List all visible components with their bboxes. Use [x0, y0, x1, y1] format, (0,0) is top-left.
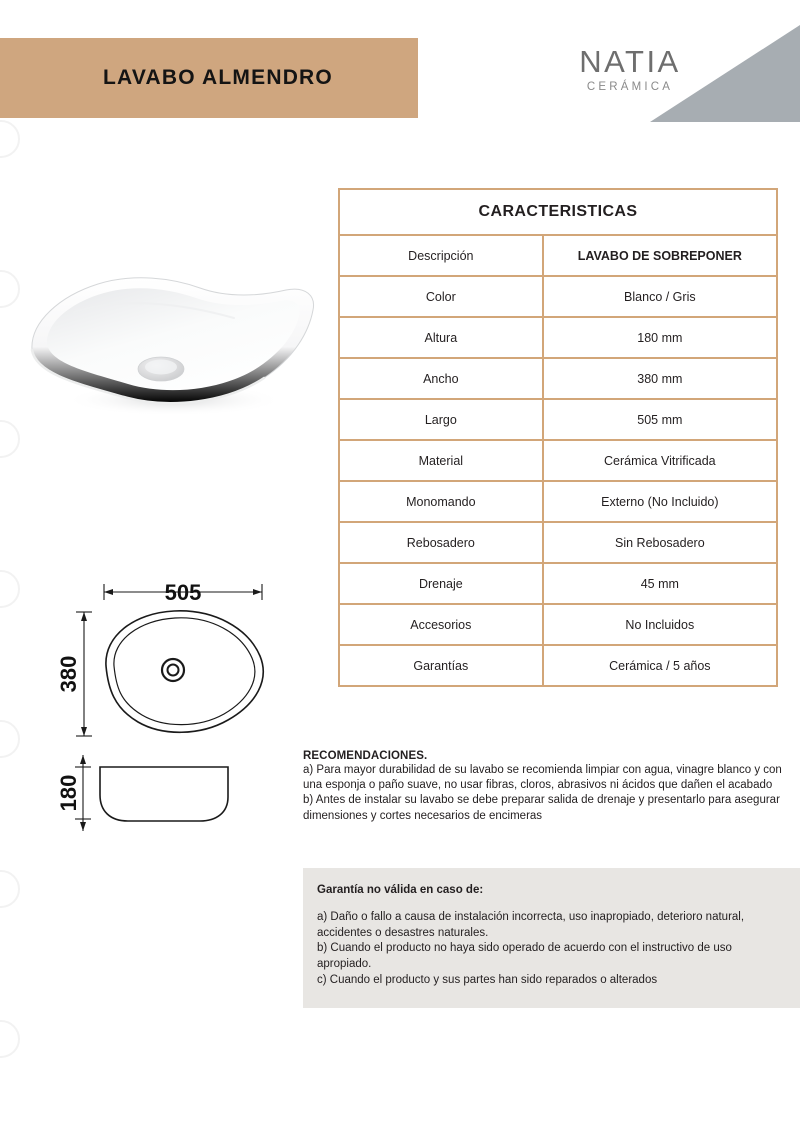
table-header-row [339, 189, 777, 235]
warranty-heading: Garantía no válida en caso de: [317, 884, 484, 896]
spec-value: Sin Rebosadero [543, 522, 777, 563]
spec-label: Altura [339, 317, 543, 358]
technical-drawing-top-view [50, 570, 315, 755]
table-row [339, 276, 777, 317]
table-row [339, 522, 777, 563]
spec-value: Cerámica / 5 años [543, 645, 777, 686]
recommendations-item-b: b) Antes de instalar su lavabo se debe preparar salida de drenaje y presentarlo para asegurar dimensiones y cortes necesarios de encimeras [303, 794, 780, 822]
table-row [339, 563, 777, 604]
technical-drawing-side-view [50, 745, 295, 850]
warranty-item-c: c) Cuando el producto y sus partes han sido reparados o alterados [317, 973, 658, 986]
spec-label: Accesorios [339, 604, 543, 645]
dimension-label-depth: 380 [56, 655, 81, 693]
spec-label: Monomando [339, 481, 543, 522]
spec-label: Rebosadero [339, 522, 543, 563]
spec-label: Garantías [339, 645, 543, 686]
recommendations-item-a: a) Para mayor durabilidad de su lavabo se recomienda limpiar con agua, vinagre blanco y con una esponja o paño suave, no usar fibras, cloros, abrasivos ni ácidos que dañen el acabado [303, 764, 782, 792]
spec-value: 45 mm [543, 563, 777, 604]
spec-value: Cerámica Vitrificada [543, 440, 777, 481]
spec-value: No Incluidos [543, 604, 777, 645]
page-title: LAVABO ALMENDRO [103, 66, 333, 89]
spec-label: Material [339, 440, 543, 481]
table-row [339, 235, 777, 276]
spec-value: Externo (No Incluido) [543, 481, 777, 522]
spec-label: Ancho [339, 358, 543, 399]
table-row [339, 317, 777, 358]
spec-value: 505 mm [543, 399, 777, 440]
table-row [339, 604, 777, 645]
table-row [339, 358, 777, 399]
spec-value: LAVABO DE SOBREPONER [543, 235, 777, 276]
spec-label: Color [339, 276, 543, 317]
table-row [339, 645, 777, 686]
recommendations-heading: RECOMENDACIONES. [303, 750, 428, 762]
spec-label: Descripción [339, 235, 543, 276]
product-photo-vessel-sink [14, 252, 324, 427]
brand-logo [560, 46, 700, 93]
spec-value: 380 mm [543, 358, 777, 399]
drain-symbol [162, 659, 184, 681]
warranty-item-b: b) Cuando el producto no haya sido operado de acuerdo con el instructivo de uso apropiado. [317, 942, 732, 970]
dimension-label-width: 505 [164, 580, 202, 605]
brand-name: NATIA [579, 44, 681, 79]
dimension-label-height: 180 [56, 774, 81, 812]
title-banner [0, 38, 418, 118]
brand-subtitle: CERÁMICA [586, 81, 674, 93]
table-row [339, 399, 777, 440]
spec-label: Drenaje [339, 563, 543, 604]
spec-label: Largo [339, 399, 543, 440]
warranty-item-a: a) Daño o fallo a causa de instalación incorrecta, uso inapropiado, deterioro natural, accidentes o desastres naturales. [317, 911, 745, 939]
table-title: CARACTERISTICAS [339, 189, 777, 235]
spec-value: 180 mm [543, 317, 777, 358]
table-row [339, 481, 777, 522]
specifications-table [338, 188, 778, 687]
recommendations-section [303, 750, 785, 824]
table-row [339, 440, 777, 481]
spec-value: Blanco / Gris [543, 276, 777, 317]
warranty-exclusions-box [303, 868, 800, 1008]
